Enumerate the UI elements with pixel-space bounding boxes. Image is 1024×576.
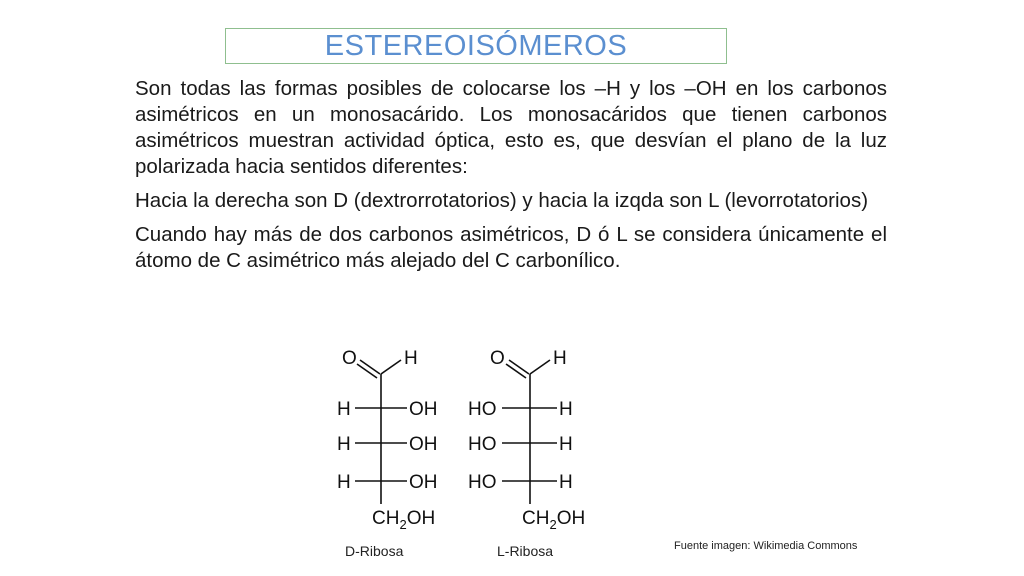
d-ribosa-row-1-right: OH <box>409 399 438 420</box>
d-ribosa-caption: D-Ribosa <box>345 543 404 559</box>
paragraph-asymmetric-carbon: Cuando hay más de dos carbonos asimétricos, D ó L se considera únicamente el átomo de C asimétrico más alejado del C carbonílico. <box>135 223 887 272</box>
l-ribosa-double-bond-b <box>506 364 526 378</box>
l-ribosa-structure <box>468 348 585 532</box>
l-ribosa-top-h: H <box>553 348 567 369</box>
d-ribosa-row-2-right: OH <box>409 434 438 455</box>
l-ribosa-row-2-right: H <box>559 434 573 455</box>
paragraph-definition: Son todas las formas posibles de colocarse los –H y los –OH en los carbonos asimétricos en un monosacárido. Los monosacáridos que tienen carbonos asimétricos muestran actividad óptica, esto es, que desvían el plano de la luz polarizada hacia sentidos diferentes: <box>135 77 887 178</box>
l-ribosa-ch-bond <box>530 360 550 374</box>
l-ribosa-double-bond-a <box>509 360 529 374</box>
l-ribosa-top-o: O <box>490 348 505 369</box>
l-ribosa-row-3-left: HO <box>468 472 497 493</box>
paragraph-d-l: Hacia la derecha son D (dextrorrotatorios) y hacia la izqda son L (levorrotatorios) <box>135 189 869 212</box>
d-ribosa-top-h: H <box>404 348 418 369</box>
d-ribosa-ch-bond <box>381 360 401 374</box>
l-ribosa-row-2-left: HO <box>468 434 497 455</box>
d-ribosa-double-bond-b <box>357 364 377 378</box>
d-ribosa-row-1-left: H <box>337 399 351 420</box>
l-ribosa-row-1-right: H <box>559 399 573 420</box>
fischer-projections <box>325 336 625 540</box>
slide-title: ESTEREOISÓMEROS <box>324 29 628 62</box>
l-ribosa-row-1-left: HO <box>468 399 497 420</box>
d-ribosa-double-bond-a <box>360 360 380 374</box>
d-ribosa-row-3-right: OH <box>409 472 438 493</box>
d-ribosa-structure <box>337 348 438 532</box>
d-ribosa-top-o: O <box>342 348 357 369</box>
l-ribosa-caption: L-Ribosa <box>497 543 554 559</box>
body-text <box>135 76 887 282</box>
d-ribosa-row-3-left: H <box>337 472 351 493</box>
image-source-credit: Fuente imagen: Wikimedia Commons <box>674 540 858 552</box>
l-ribosa-row-3-right: H <box>559 472 573 493</box>
d-ribosa-row-2-left: H <box>337 434 351 455</box>
l-ribosa-bottom-group: $CH_2OH$ <box>522 508 586 532</box>
d-ribosa-bottom-group: $CH_2OH$ <box>372 508 436 532</box>
title-box <box>225 28 727 64</box>
